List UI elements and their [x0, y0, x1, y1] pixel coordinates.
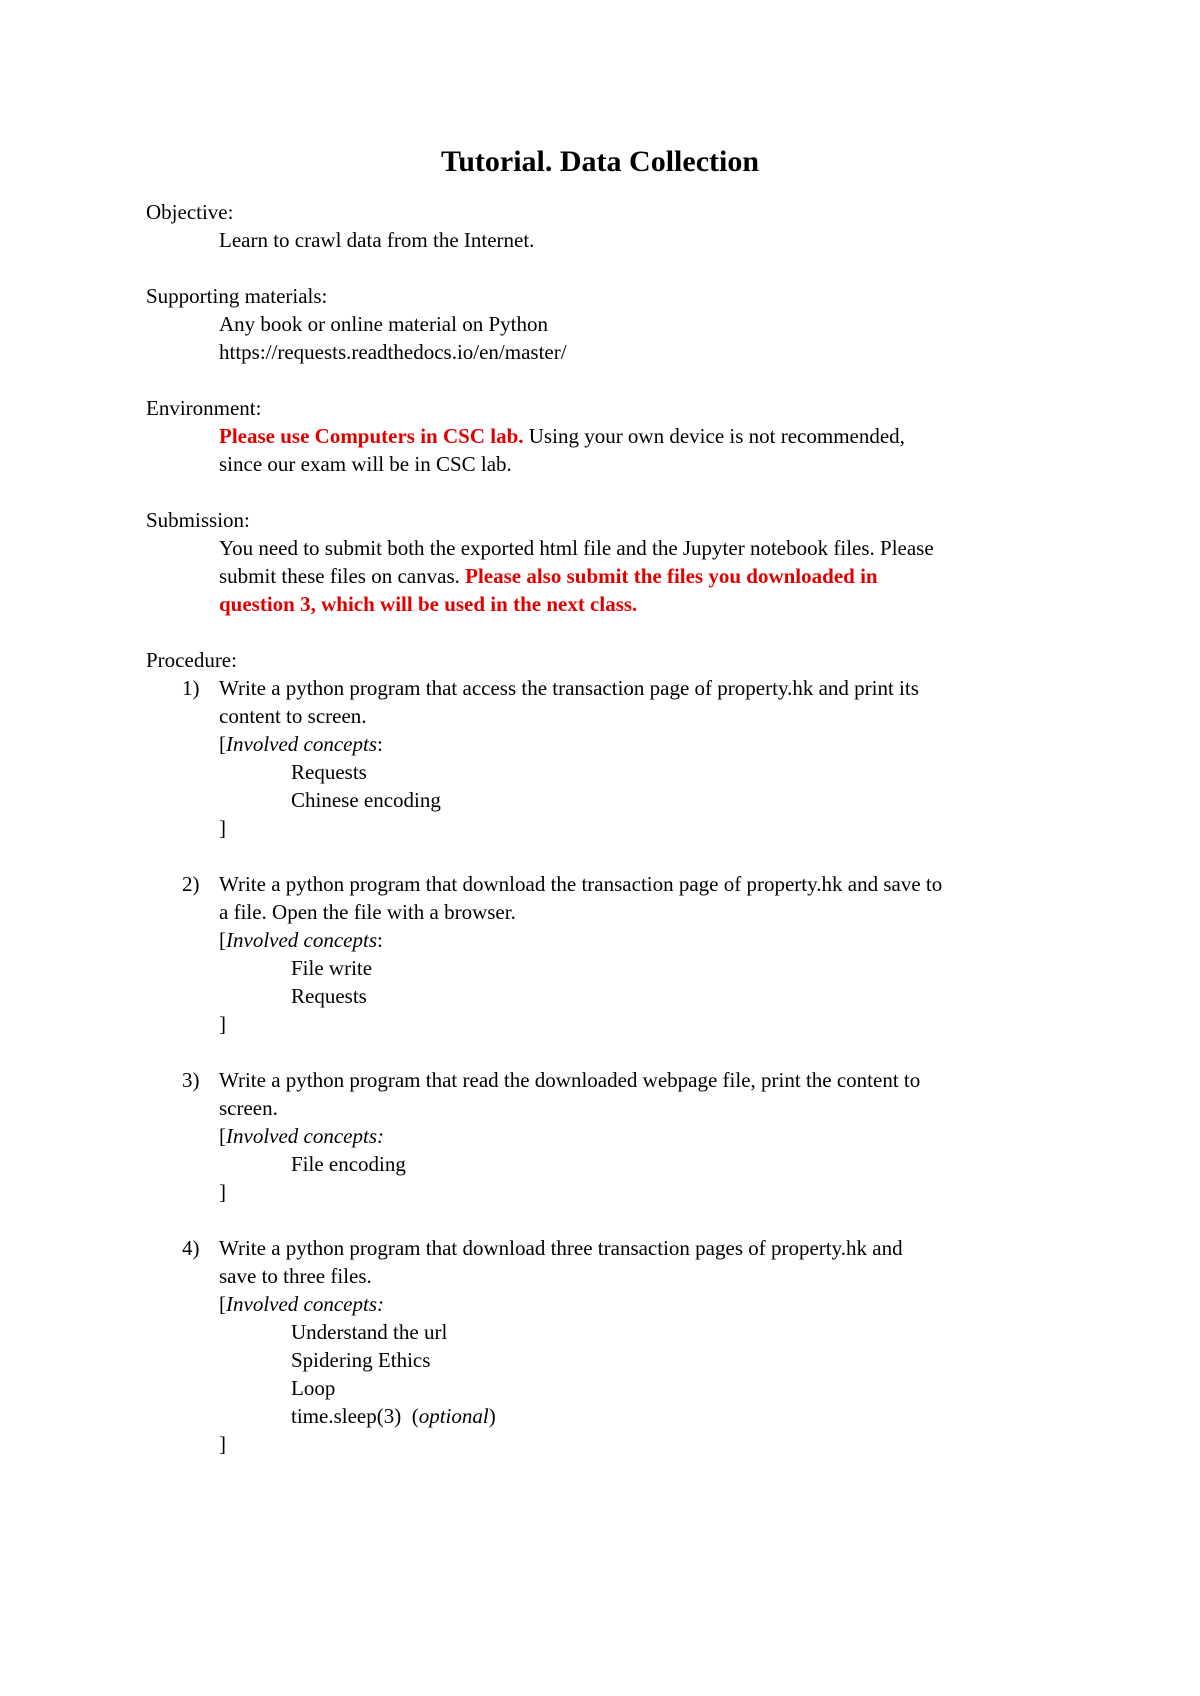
supporting-item: Any book or online material on Python — [219, 312, 548, 336]
item-line-2: content to screen. — [219, 704, 367, 728]
concept-item: Spidering Ethics — [291, 1348, 431, 1372]
supporting-heading: Supporting materials: — [146, 284, 328, 308]
item-number: 2) — [182, 872, 200, 896]
procedure-item — [146, 1066, 1076, 1206]
submission-canvas-text: submit these files on canvas. — [219, 564, 466, 588]
environment-red-text: Please use Computers in CSC lab. — [219, 424, 524, 448]
concept-item-last: time.sleep(3) (optional) — [291, 1404, 496, 1428]
supporting-section — [146, 282, 1076, 366]
submission-line-2 — [219, 562, 1076, 590]
concepts-close: ] — [219, 1180, 226, 1204]
environment-rest-text: Using your own device is not recommended, — [523, 424, 905, 448]
concepts-open: [Involved concepts: — [219, 1124, 385, 1148]
concept-item: Loop — [291, 1376, 336, 1400]
procedure-item — [146, 1234, 1076, 1458]
concepts-close: ] — [219, 1432, 226, 1456]
procedure-section — [146, 646, 1076, 1458]
item-line-1: Write a python program that read the downloaded webpage file, print the content to — [219, 1068, 921, 1092]
concepts-label: Involved concepts — [226, 1292, 378, 1316]
procedure-heading: Procedure: — [146, 648, 237, 672]
environment-section — [146, 394, 1076, 478]
concept-item: Requests — [291, 984, 367, 1008]
concept-item: File encoding — [291, 1152, 406, 1176]
objective-section — [146, 198, 1076, 254]
item-line-1: Write a python program that access the transaction page of property.hk and print its — [219, 676, 919, 700]
item-number: 1) — [182, 676, 200, 700]
item-line-1: Write a python program that download the transaction page of property.hk and save to — [219, 872, 943, 896]
concepts-open: [Involved concepts: — [219, 732, 383, 756]
concept-item: Chinese encoding — [291, 788, 441, 812]
item-line-1: Write a python program that download three transaction pages of property.hk and — [219, 1236, 903, 1260]
concept-item: Understand the url — [291, 1320, 448, 1344]
submission-red-text: Please also submit the files you downloaded in — [465, 564, 878, 588]
environment-line-2: since our exam will be in CSC lab. — [219, 452, 512, 476]
concepts-open: [Involved concepts: — [219, 1292, 385, 1316]
concepts-open: [Involved concepts: — [219, 928, 383, 952]
concept-item: Requests — [291, 760, 367, 784]
item-line-2: save to three files. — [219, 1264, 372, 1288]
concepts-close: ] — [219, 1012, 226, 1036]
concepts-label: Involved concepts — [226, 1124, 378, 1148]
submission-red-line-3: question 3, which will be used in the next class. — [219, 592, 638, 616]
procedure-item — [146, 674, 1076, 842]
procedure-item — [146, 870, 1076, 1038]
concepts-label: Involved concepts — [226, 928, 378, 952]
supporting-link[interactable]: https://requests.readthedocs.io/en/master/ — [219, 340, 567, 364]
environment-line-1 — [219, 422, 1076, 450]
item-number: 4) — [182, 1236, 200, 1260]
submission-line-1: You need to submit both the exported html file and the Jupyter notebook files. Please — [219, 536, 934, 560]
submission-heading: Submission: — [146, 508, 250, 532]
concept-item: File write — [291, 956, 373, 980]
concepts-label: Involved concepts — [226, 732, 378, 756]
optional-note: optional — [418, 1404, 489, 1428]
item-line-2: screen. — [219, 1096, 278, 1120]
submission-section — [146, 506, 1076, 618]
page-title: Tutorial. Data Collection — [440, 145, 760, 178]
objective-text: Learn to crawl data from the Internet. — [219, 228, 535, 252]
concepts-close: ] — [219, 816, 226, 840]
item-number: 3) — [182, 1068, 200, 1092]
item-line-2: a file. Open the file with a browser. — [219, 900, 516, 924]
environment-heading: Environment: — [146, 396, 262, 420]
objective-heading: Objective: — [146, 200, 234, 224]
